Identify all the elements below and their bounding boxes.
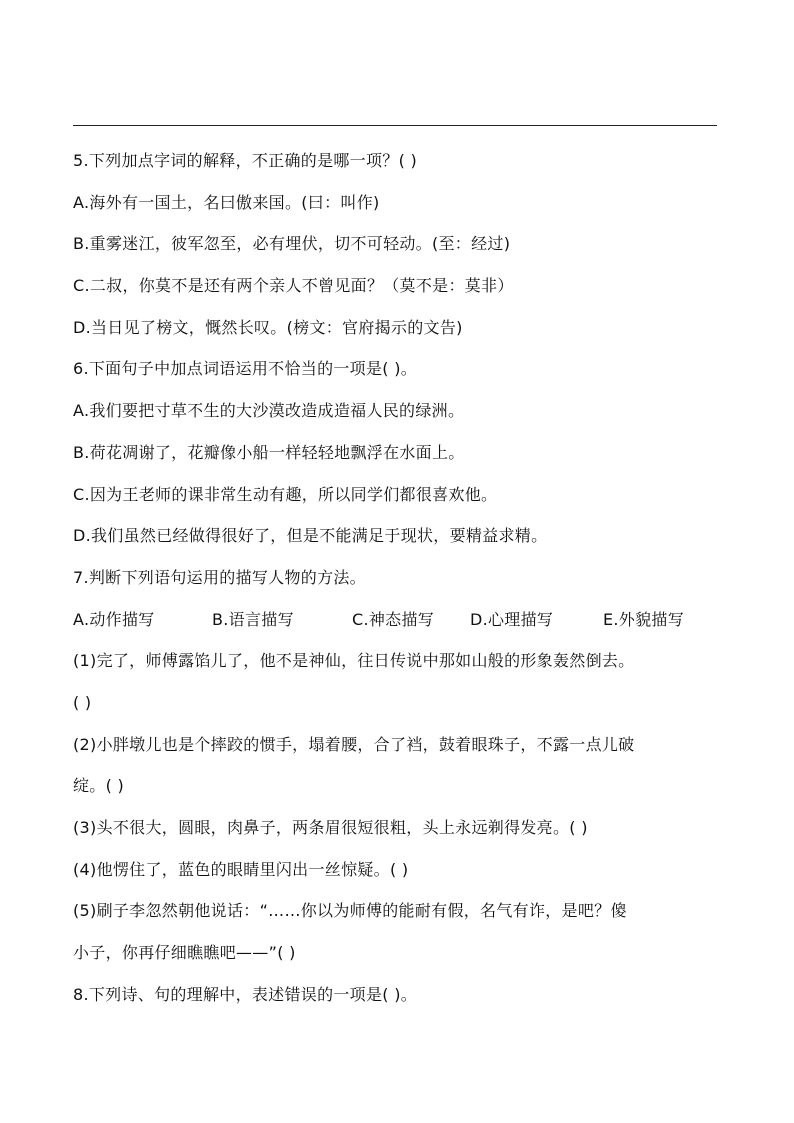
q7-choice-a: A.动作描写 (73, 609, 155, 629)
q7-item-5: (5)刷子李忽然朝他说话：“……你以为师傅的能耐有假，名气有诈，是吧？傻 (73, 901, 627, 921)
q5-option-b: B.重雾迷江，彼军忽至，必有埋伏，切不可轻动。(至：经过) (73, 234, 511, 254)
q5-option-d: D.当日见了榜文，慨然长叹。(榜文：官府揭示的文告) (73, 317, 463, 337)
q7-choices (73, 599, 723, 641)
q7-item-3: (3)头不很大，圆眼，肉鼻子，两条眉很短很粗，头上永远剃得发亮。( ) (73, 818, 588, 837)
q7-item-2-cont: 绽。( ) (73, 776, 125, 796)
q7-item-1-blank: ( ) (73, 692, 92, 712)
q8-stem: 8.下列诗、句的理解中，表述错误的一项是( )。 (73, 984, 418, 1004)
header-rule (73, 125, 717, 126)
q7-item-5-cont: 小子，你再仔细瞧瞧吧——”( ) (73, 943, 296, 963)
q5-option-c: C.二叔，你莫不是还有两个亲人不曾见面？（莫不是：莫非） (73, 276, 514, 296)
q6-stem: 6.下面句子中加点词语运用不恰当的一项是( )。 (73, 359, 418, 379)
q7-choice-b: B.语言描写 (212, 609, 294, 629)
q6-option-a: A.我们要把寸草不生的大沙漠改造成造福人民的绿洲。 (73, 401, 465, 421)
q7-item-1: (1)完了，师傅露馅儿了，他不是神仙，往日传说中那如山般的形象轰然倒去。 (73, 651, 635, 671)
q7-item-4: (4)他愣住了，蓝色的眼睛里闪出一丝惊疑。( ) (73, 859, 409, 879)
q7-choice-e: E.外貌描写 (603, 609, 684, 629)
q6-option-d: D.我们虽然已经做得很好了，但是不能满足于现状，要精益求精。 (73, 526, 548, 546)
q5-stem: 5.下列加点字词的解释，不正确的是哪一项？( ) (73, 151, 418, 170)
q7-item-2: (2)小胖墩儿也是个摔跤的惯手，塌着腰，合了裆，鼓着眼珠子，不露一点儿破 (73, 734, 635, 754)
q7-stem: 7.判断下列语句运用的描写人物的方法。 (73, 567, 366, 587)
worksheet-content (73, 140, 723, 1015)
q6-option-b: B.荷花凋谢了，花瓣像小船一样轻轻地飘浮在水面上。 (73, 442, 465, 462)
q6-option-c: C.因为王老师的课非常生动有趣，所以同学们都很喜欢他。 (73, 484, 498, 504)
q5-option-a: A.海外有一国土，名曰傲来国。(曰：叫作) (73, 192, 380, 212)
q7-choice-c: C.神态描写 (352, 609, 435, 629)
q7-choice-d: D.心理描写 (470, 609, 554, 629)
